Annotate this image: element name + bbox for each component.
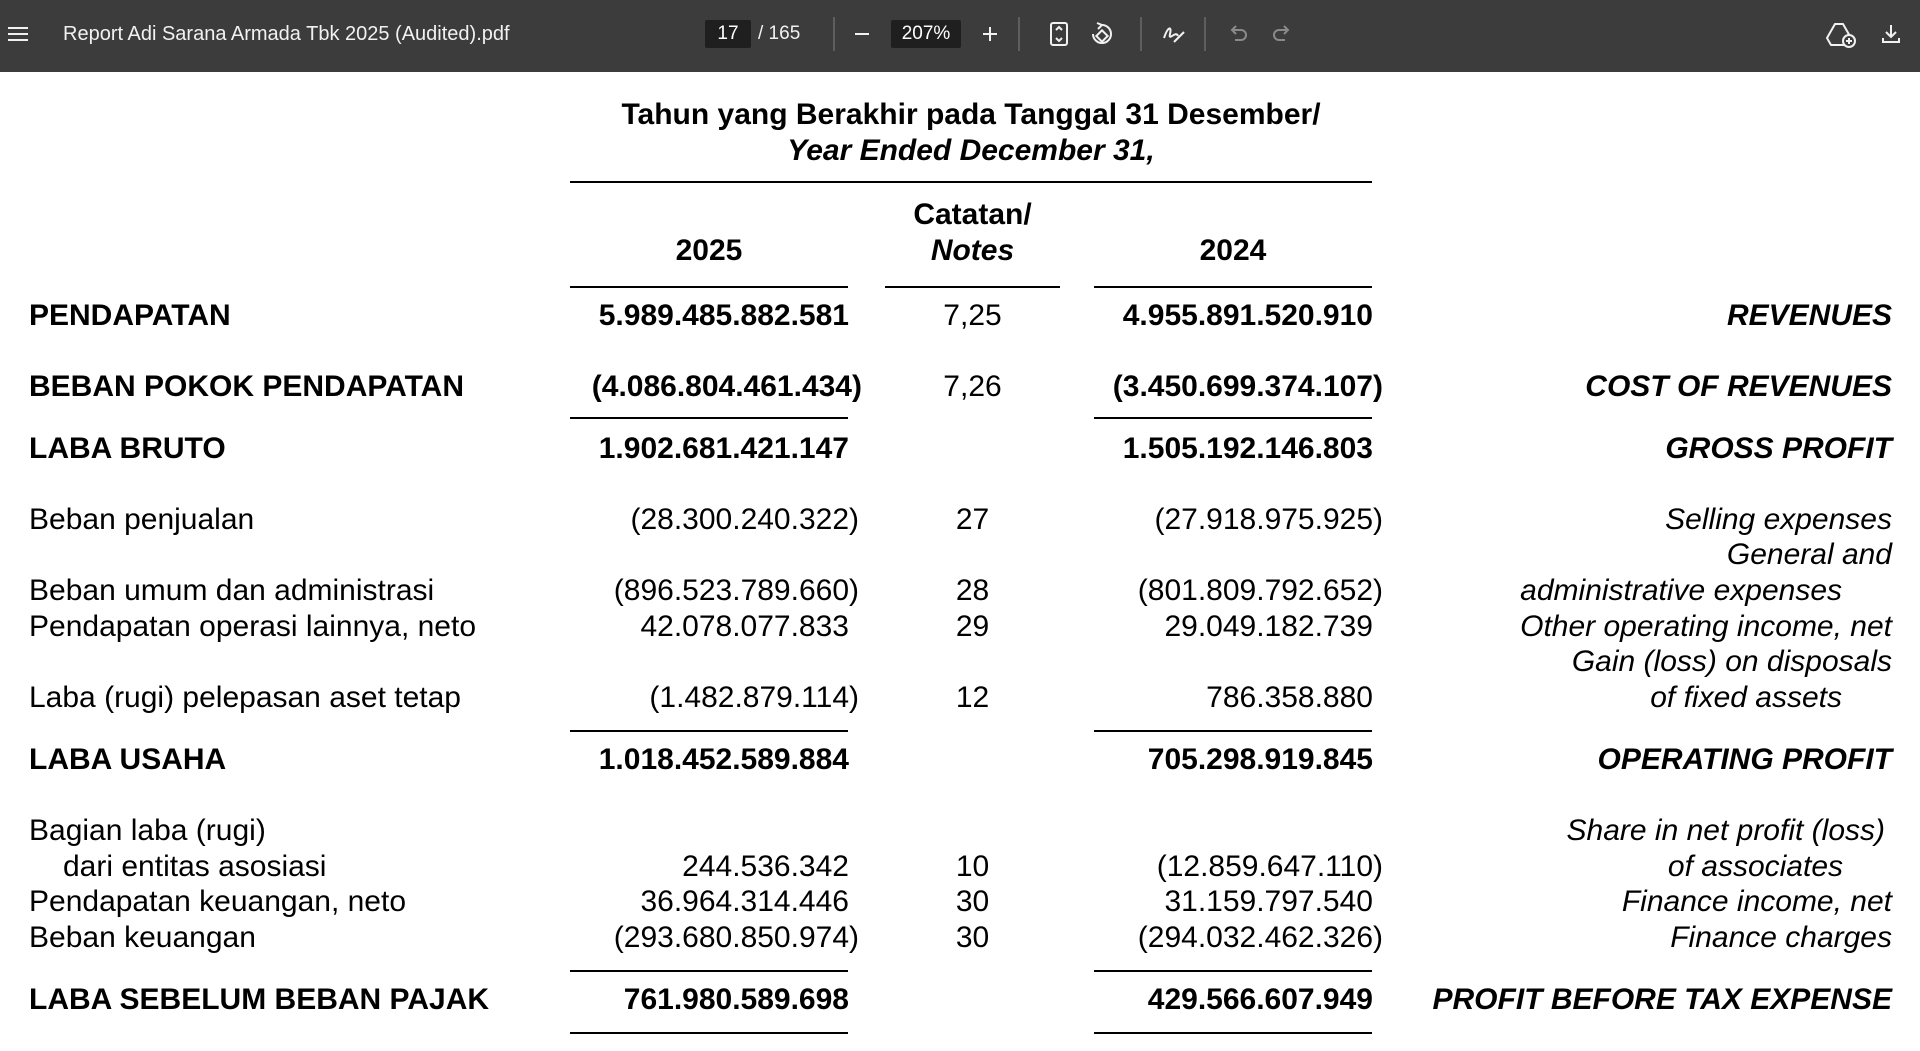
row-label-en: Finance charges <box>1670 921 1892 954</box>
row-label-en: REVENUES <box>1726 299 1892 332</box>
add-to-drive-icon[interactable] <box>1826 20 1856 50</box>
value-2025: 5.989.485.882.581 <box>598 299 849 332</box>
download-icon[interactable] <box>1877 20 1905 48</box>
document-title: Report Adi Sarana Armada Tbk 2025 (Audited).pdf <box>63 23 510 45</box>
row-label-en: Gain (loss) on disposals <box>1571 645 1892 678</box>
value-2025: 36.964.314.446 <box>640 885 849 918</box>
value-2024: 31.159.797.540 <box>1164 885 1373 918</box>
row-label-id: Beban penjualan <box>29 503 255 536</box>
period-header-en: Year Ended December 31, <box>787 134 1155 167</box>
row-label-id: LABA USAHA <box>29 743 227 776</box>
value-2025: 1.902.681.421.147 <box>598 432 849 465</box>
value-2024: (3.450.699.374.107) <box>1112 370 1383 403</box>
value-2024: (27.918.975.925) <box>1154 503 1383 536</box>
subtotal-rule-2025 <box>570 970 848 972</box>
column-rule-2024 <box>1094 286 1372 288</box>
value-2025: (28.300.240.322) <box>630 503 859 536</box>
row-label-en: of fixed assets <box>1650 681 1842 714</box>
row-label-en: GROSS PROFIT <box>1665 432 1892 465</box>
toolbar-divider <box>833 17 835 51</box>
column-rule-2025 <box>570 286 848 288</box>
row-label-en: Other operating income, net <box>1520 610 1892 643</box>
pdf-page <box>0 72 1920 1051</box>
row-label-id: PENDAPATAN <box>29 299 231 332</box>
row-label-en: OPERATING PROFIT <box>1597 743 1892 776</box>
page-total: / 165 <box>758 23 801 44</box>
row-label-id: LABA BRUTO <box>29 432 226 465</box>
subtotal-rule-2024 <box>1094 970 1372 972</box>
value-2024: (12.859.647.110) <box>1156 850 1383 883</box>
value-2025: 1.018.452.589.884 <box>598 743 849 776</box>
column-header-2025: 2025 <box>675 234 743 267</box>
total-rule-2024 <box>1094 1032 1372 1034</box>
rotate-icon[interactable] <box>1088 20 1116 48</box>
value-2025: (896.523.789.660) <box>613 574 859 607</box>
zoom-out-icon[interactable] <box>848 22 876 46</box>
subtotal-rule-2025 <box>570 730 848 732</box>
row-label-id: Laba (rugi) pelepasan aset tetap <box>29 681 461 714</box>
value-2025: 244.536.342 <box>682 850 849 883</box>
total-rule-2025 <box>570 1032 848 1034</box>
row-label-id: dari entitas asosiasi <box>63 850 327 883</box>
row-label-en: COST OF REVENUES <box>1585 370 1892 403</box>
row-label-id: Pendapatan keuangan, neto <box>29 885 407 918</box>
page-number-input[interactable] <box>705 20 751 48</box>
column-header-2024: 2024 <box>1199 234 1267 267</box>
note-ref: 30 <box>955 921 990 954</box>
subtotal-rule-2024 <box>1094 417 1372 419</box>
row-label-id: Bagian laba (rugi) <box>29 814 266 847</box>
note-ref: 27 <box>955 503 990 536</box>
row-label-en: Share in net profit (loss) <box>1566 814 1885 847</box>
value-2024: 786.358.880 <box>1206 681 1373 714</box>
column-rule-notes <box>885 286 1060 288</box>
row-label-en: PROFIT BEFORE TAX EXPENSE <box>1432 983 1892 1016</box>
row-label-id: BEBAN POKOK PENDAPATAN <box>29 370 465 403</box>
value-2024: (801.809.792.652) <box>1137 574 1383 607</box>
column-header-notes: Catatan/ <box>913 198 1032 231</box>
row-label-en: Selling expenses <box>1665 503 1892 536</box>
note-ref: 28 <box>955 574 990 607</box>
subtotal-rule-2024 <box>1094 730 1372 732</box>
value-2025: (4.086.804.461.434) <box>591 370 862 403</box>
value-2024: 429.566.607.949 <box>1147 983 1373 1016</box>
value-2025: 42.078.077.833 <box>640 610 849 643</box>
row-label-id: Beban keuangan <box>29 921 256 954</box>
redo-icon[interactable] <box>1270 22 1294 46</box>
note-ref: 7,26 <box>943 370 1002 403</box>
value-2024: 29.049.182.739 <box>1164 610 1373 643</box>
row-label-en: administrative expenses <box>1520 574 1842 607</box>
toolbar-divider <box>1204 17 1206 51</box>
value-2024: 4.955.891.520.910 <box>1122 299 1373 332</box>
value-2024: (294.032.462.326) <box>1137 921 1383 954</box>
note-ref: 10 <box>955 850 990 883</box>
row-label-id: Pendapatan operasi lainnya, neto <box>29 610 477 643</box>
row-label-id: Beban umum dan administrasi <box>29 574 435 607</box>
subtotal-rule-2025 <box>570 417 848 419</box>
value-2024: 705.298.919.845 <box>1147 743 1373 776</box>
menu-icon[interactable] <box>6 22 30 46</box>
note-ref: 30 <box>955 885 990 918</box>
row-label-en: of associates <box>1667 850 1843 883</box>
header-rule <box>570 181 1372 183</box>
value-2025: (293.680.850.974) <box>613 921 859 954</box>
row-label-en: Finance income, net <box>1621 885 1892 918</box>
value-2024: 1.505.192.146.803 <box>1122 432 1373 465</box>
column-header-notes-en: Notes <box>930 234 1015 267</box>
undo-icon[interactable] <box>1226 22 1250 46</box>
annotate-icon[interactable] <box>1160 20 1188 48</box>
row-label-en: General and <box>1726 538 1892 571</box>
value-2025: (1.482.879.114) <box>649 681 859 714</box>
row-label-id: LABA SEBELUM BEBAN PAJAK <box>29 983 490 1016</box>
value-2025: 761.980.589.698 <box>623 983 849 1016</box>
zoom-in-icon[interactable] <box>976 22 1004 46</box>
period-header-id: Tahun yang Berakhir pada Tanggal 31 Desember/ <box>621 98 1321 131</box>
note-ref: 7,25 <box>943 299 1002 332</box>
toolbar-divider <box>1018 17 1020 51</box>
note-ref: 29 <box>955 610 990 643</box>
fit-page-icon[interactable] <box>1046 20 1072 48</box>
pdf-viewer-toolbar <box>0 0 1920 72</box>
note-ref: 12 <box>955 681 990 714</box>
zoom-level-input[interactable] <box>891 20 961 48</box>
toolbar-divider <box>1140 17 1142 51</box>
